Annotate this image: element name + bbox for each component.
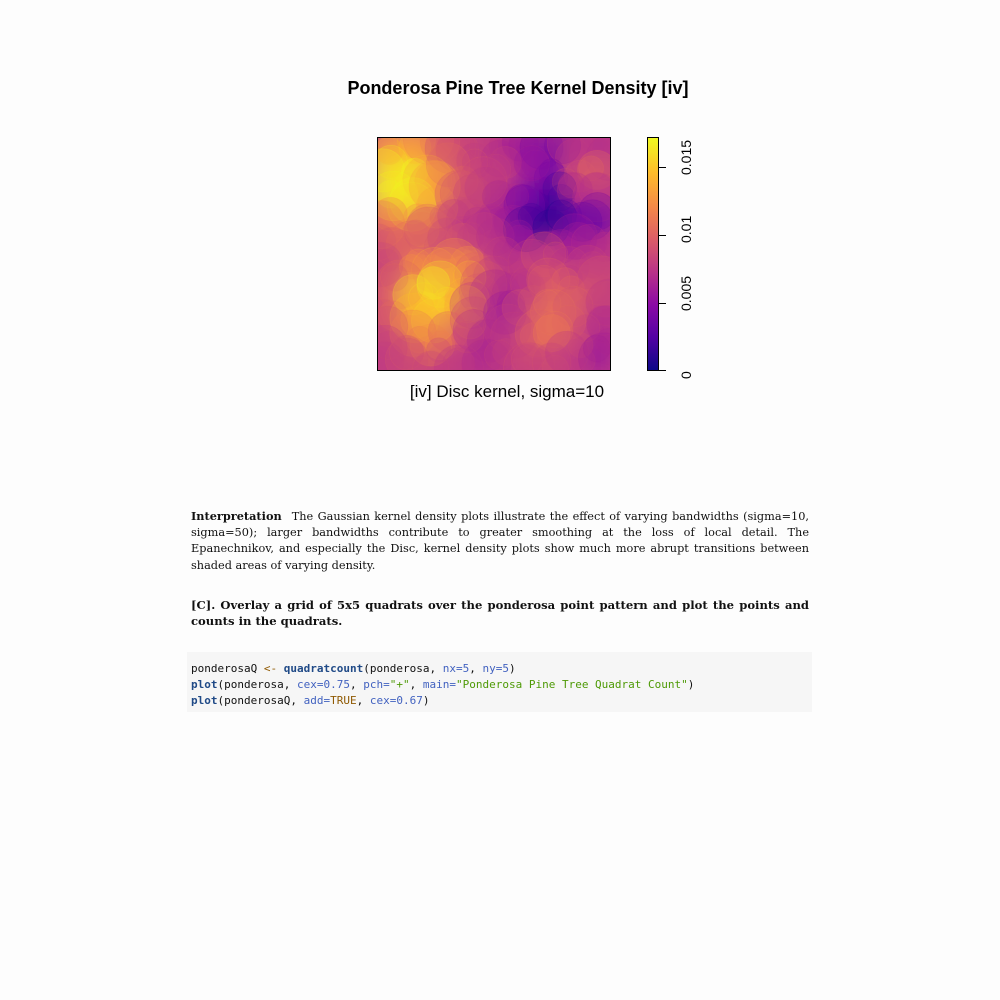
code-text: ) xyxy=(687,678,695,691)
colorbar-tick xyxy=(659,235,666,236)
colorbar xyxy=(647,137,659,371)
colorbar-tick-label: 0.015 xyxy=(678,139,694,175)
figure-title: Ponderosa Pine Tree Kernel Density [iv] xyxy=(347,78,689,98)
density-heatmap xyxy=(378,138,610,370)
code-line-2 xyxy=(191,678,694,691)
code-space xyxy=(277,662,284,675)
colorbar-tick xyxy=(659,370,666,371)
code-arg: nx= xyxy=(442,662,463,675)
code-text: , xyxy=(356,694,370,707)
code-str: "Ponderosa Pine Tree Quadrat Count" xyxy=(455,678,688,691)
colorbar-tick-label: 0.005 xyxy=(678,275,694,311)
colorbar-tick xyxy=(659,303,666,304)
code-const: TRUE xyxy=(330,694,357,707)
code-line-1 xyxy=(191,662,516,675)
colorbar-tick-label: 0.01 xyxy=(678,215,694,243)
code-text: ) xyxy=(508,662,516,675)
code-arg: cex= xyxy=(296,678,324,691)
density-plot-area xyxy=(377,137,611,371)
code-num: 5 xyxy=(502,662,509,675)
code-arg: main= xyxy=(422,678,456,691)
colorbar-tick xyxy=(659,167,666,168)
code-line-3 xyxy=(191,694,429,707)
code-fn: quadratcount xyxy=(283,662,364,675)
code-assign-op: <- xyxy=(263,662,278,675)
section-c-heading: [C]. Overlay a grid of 5x5 quadrats over the ponderosa point pattern and plot the points and counts in the quadrats. xyxy=(191,598,809,629)
code-text: (ponderosaQ, xyxy=(217,694,304,707)
interpretation-text: The Gaussian kernel density plots illustrate the effect of varying bandwidths (sigma=10, sigma=50); larger bandwidths contribute to greater smoothing at the loss of local detail. The Epanechnikov, and especially the Disc, kernel density plots show much more abrupt transitions between shaded areas of varying density. xyxy=(191,510,809,572)
code-arg: ny= xyxy=(482,662,503,675)
code-num: 0.75 xyxy=(323,678,350,691)
code-arg: add= xyxy=(303,694,331,707)
code-fn: plot xyxy=(191,694,218,707)
code-text: ) xyxy=(422,694,430,707)
figure-xlabel: [iv] Disc kernel, sigma=10 xyxy=(409,382,605,401)
interpretation-paragraph xyxy=(191,508,809,574)
code-text: , xyxy=(469,662,483,675)
density-figure xyxy=(0,0,1000,420)
code-block xyxy=(187,652,812,712)
code-fn: plot xyxy=(191,678,218,691)
interpretation-lead: Interpretation xyxy=(191,509,282,523)
colorbar-tick-label: 0 xyxy=(678,371,694,379)
code-text: , xyxy=(409,678,423,691)
code-text: (ponderosa, xyxy=(217,678,297,691)
disc-kernel-mark xyxy=(583,335,610,362)
code-str: "+" xyxy=(389,678,410,691)
code-num: 5 xyxy=(462,662,470,675)
code-var: ponderosaQ xyxy=(191,662,264,675)
code-num: 0.67 xyxy=(396,694,423,707)
code-arg: cex= xyxy=(369,694,397,707)
code-text: (ponderosa, xyxy=(363,662,443,675)
code-text: , xyxy=(349,678,364,691)
code-arg: pch= xyxy=(363,678,390,691)
